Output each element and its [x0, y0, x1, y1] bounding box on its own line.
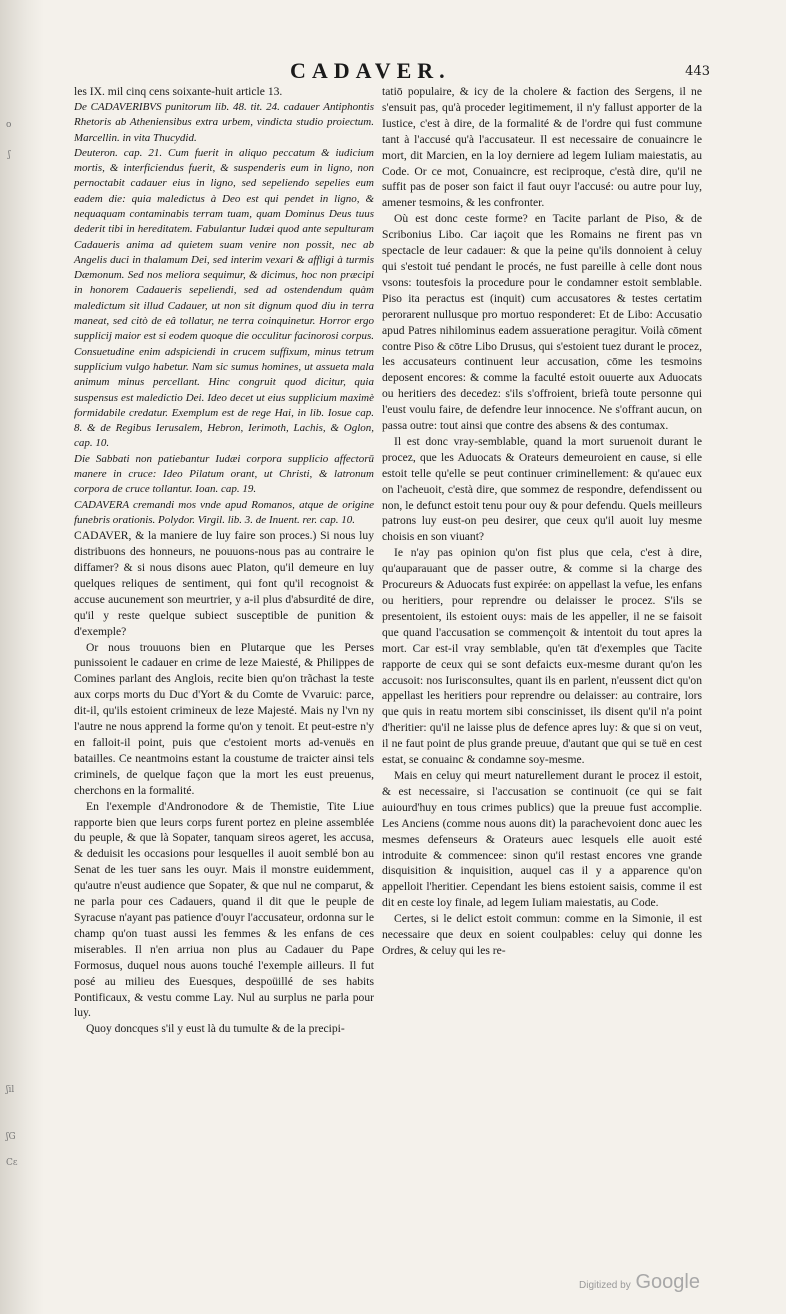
left-text-column [74, 84, 374, 1037]
right-column-paragraph: Il est donc vray-semblable, quand la mort suruenoit durant le procez, que les Aduocats & Orateurs demeuroient en cause, si elle estoit telle qu'elle se peut continuer criminellement: & qu'auec eux on l'acheuoit, c'està dire, que sommez de respondre, defendissent ou non, le defunct estoit tenu pour ouy & pour defendu. Quels meilleurs patrons luy eust-on peu desirer, que ceux qu'il auoit luy mesme choisis en son viuant? [382, 434, 702, 544]
margin-mark: ʃG [6, 1132, 16, 1142]
left-column-paragraph: CADAVER, & la maniere de luy faire son proces.) Si nous luy distribuons des honneurs, ne pouuons-nous pas au contraire le diffamer? & si nous disons auec Platon, qu'il demeure en luy quelques reliques de sentiment, qui font qu'il recognoist & accuse aucunement son meurtrier, y a-il plus d'absurdité de dire, qu'il y reste quelque subiect susceptible de punition & d'exemple? [74, 529, 374, 638]
margin-mark: ʃil [6, 1085, 15, 1095]
margin-mark: o [6, 120, 12, 130]
page-binding-shadow [0, 0, 44, 1314]
left-column-paragraph: De CADAVERIBVS punitorum lib. 48. tit. 24. cadauer Antiphontis Rhetoris ab Atheniensibus extra urbem, vindicta studio proiectum. Marcellin. in vita Thucydid. [74, 100, 374, 144]
running-header [290, 58, 710, 84]
digitized-by-label: Digitized by [579, 1280, 631, 1291]
page-number: 443 [685, 64, 710, 79]
right-column-paragraph: tatiō populaire, & icy de la cholere & faction des Sergens, il ne s'ensuit pas, qu'à proceder legitimement, il n'y fallust apporter de la Iustice, c'est à dire, de la formalité & de l'ordre qui fust commune tant à l'accusé qu'à l'accusateur. Il est necessaire de conuaincre le mort, dit Marcien, en la loy derniere ad legem Iuliam maiestatis, au Code. Or ce mot, Conuaincre, est reciproque, c'està dire, qu'il ne suffit pas de poser son faict il faut ouyr l'accusé: ou autre pour luy, amener tesmoins, & les confronter. [382, 85, 702, 210]
right-text-column [382, 84, 702, 959]
right-column-paragraph: Certes, si le delict estoit commun: comme en la Simonie, il est necessaire que deux en soient coulpables: celuy qui donne les Ordres, & celuy qui les re- [382, 912, 702, 957]
left-column-paragraph: Die Sabbati non patiebantur Iudæi corpora supplicio affectorū manere in cruce: Ideo Pilatum orant, ut Christi, & latronum corpora de cruce tollantur. Ioan. cap. 19. [74, 452, 374, 496]
google-logo: Google [635, 1271, 700, 1293]
left-column-paragraph: CADAVERA cremandi mos vnde apud Romanos, atque de origine funebris orationis. Polydor. Virgil. lib. 3. de Inuent. rer. cap. 10. [74, 498, 374, 526]
left-column-paragraph: Quoy doncques s'il y eust là du tumulte & de la precipi- [86, 1022, 345, 1036]
margin-mark: Cɛ [6, 1158, 18, 1168]
left-column-paragraph: les IX. mil cinq cens soixante-huit article 13. [74, 85, 283, 98]
right-column-paragraph: Où est donc ceste forme? en Tacite parlant de Piso, & de Scribonius Libo. Car iaçoit que les Romains ne firent pas vn spectacle de leur cadauer: & que la peine qu'ils donnoient à celuy qui s'estoit tué pendant le procés, ne fust pareille à celle dont nous vsons: toutesfois la procedure pour le condamner estoit semblable. Piso ita peractus est (inquit) cum accusatores & testes certatim perorarent nullusque pro mortuo responderet: Et de Libo: Accusatio apud Patres nihilominus eadem assueratione peragitur. Voilà cōment contre Piso & cōtre Libo Drusus, qui s'estoient tuez durant le procez, les accusateurs continuent leur accusation, cōme les tesmoins deposent encores: & comme la faculté estoit ouuerte aux Aduocats ou heritiers des decedez: s'ils s'offroient, briefà toute personne qui l'eust voulu faire, de defendre leur innocence. Ne s'offrant aucun, on passa outre: tout ainsi que contre des absens & des contumax. [382, 212, 702, 433]
left-column-paragraph: Deuteron. cap. 21. Cum fuerit in aliquo peccatum & iudicium mortis, & interficiendus fuerit, & suspenderis eum in ligno, non pernoctabit cadauer eius in ligno, sed sepeliendo sepelies eum eadem die: quia maledictus à Deo est qui pendet in ligno, & nequaquam contaminabis terram tuam, quam Dominus Deus tuus dederit tibi in hereditatem. Fabulantur Iudæi quod ante sepulturam Cadaueris anima ad quietem suam venire non possit, nec ab Angelis duci in thalamum Dei, sed interim vexari & affligi à turmis Dæmonum. Sed nos meliora sequimur, & dicimus, hoc non præcipi in honorem Cadaueris sepeliendi, sed ad ostendendum quàm maledictum sit illud Cadauer, ut non sit dignum quod diu in terra maneat, sed citò de eâ tollatur, ne terra coinquinetur. Horror ergo supplicij maior est si eodem quoque die occulitur facinorosi corpus. Consuetudine enim adspiciendi in crucem suffixum, minus tetrum supplicium vulgo habetur. Nam sic sumus homines, ut assueta mala animum minus percellant. Hinc congruit quod dicitur, quia suspensus est maledictio Dei. Ideo decet ut eius supplicium maximè formidabile credatur. Exemplum est de rege Hai, in lib. Iosue cap. 8. & de Regibus Ierusalem, Hebron, Ierimoth, Lachis, & Oglon, cap. 10. [74, 146, 374, 450]
left-column-paragraph: En l'exemple d'Andronodore & de Themistie, Tite Liue rapporte bien que leurs corps furent portez en pleine assemblée du peuple, & que là Sopater, tanquam sireos ageret, les accusa, & deduisit les occasions pour lesquelles il auoit semblé bon au Senat de les tuer sans les ouyr. Mais il monstre euidemment, qu'autre n'eust audience que Sopater, & que nul ne comparut, & ne parla pour ces Cadauers, quand il dit que le peuple de Syracuse n'ayant pas patience d'ouyr l'accusateur, ordonna sur le champ qu'on tuast aussi les femmes & les enfans de ces miserables. Il n'en arriua non plus au Cadauer du Pape Formosus, duquel nous auons touché l'exemple ailleurs. Il fut posé au milieu des Euesques, despoüillé de ses habits Pontificaux, & vestu comme Lay. Nul au surplus ne parla pour luy. [74, 799, 374, 1020]
right-column-paragraph: Mais en celuy qui meurt naturellement durant le procez il estoit, & est necessaire, si l'accusation se continuoit (ce qui se fait auiourd'huy en tous crimes publics) que la preuue fust accomplie. Les Anciens (comme nous auons dit) la parachevoient donc auec les mesmes defenseurs & Orateurs auec lesquels elle auoit esté introduite & commencee: sinon qu'il restast encores vne grande disquisition & inquisition, auquel cas il y a apparence qu'on appelloit l'heritier. Cependant les biens estoient saisis, comme il est dit en ceste loy finale, ad legem Iuliam maiestatis, au Code. [382, 768, 702, 910]
right-column-paragraph: Ie n'ay pas opinion qu'on fist plus que cela, c'est à dire, qu'auparauant que de passer outre, & comme si la charge des Procureurs & Aduocats fust expirée: on appellast la vefue, les enfans ou heritiers, pour reprendre ou delaisser le procez. S'ils se presentoient, ils estoient ouys: mais de les appeller, il ne se faisoit que quand l'accusation se commençoit & intentoit du tout apres la mort. Car est-il vray semblable, qu'en tāt d'exemples que Tacite rapporte de ceux qui se sont defaicts eux-mesme durant qu'on les accusoit: nos Iurisconsultes, quant ils en parlent, n'eussent dict qu'on appellast les heritiers pour reprendre ou delaisser: au contraire, lors que quis in reatu mortem sibi conscinisset, ils disent qu'il n'a point d'heritier: qu'il ne laisse plus de defence apres luy: & que si on veut, il ne faut point de plus grande preuue, d'autant que qui se tuë en cest estat, se conuainc & condamne soy-mesme. [382, 546, 702, 767]
digitization-watermark [579, 1271, 700, 1294]
margin-mark: ʃ [8, 150, 11, 160]
left-column-paragraph: Or nous trouuons bien en Plutarque que les Perses punissoient le cadauer en crime de leze Maiesté, & Philippes de Comines parlant des Anglois, recite bien qu'on trãchast la teste aux corps morts du Duc d'Yort & du Comte de Vvaruic: parce, dit-il, qu'ils estoient crimineux de leze Majesté. Mais ny l'vn ny l'autre ne nous apprend la forme qu'on y tenoit. Et peut-estre n'y en falloit-il point, puis que c'estoient morts ad-venuës en batailles. Ce neantmoins estant la coustume de traicter ainsi tels criminels, de quelque façon que la mort les eust preuenus, cherchons en la formalité. [74, 640, 374, 797]
page-title: CADAVER. [290, 58, 451, 83]
